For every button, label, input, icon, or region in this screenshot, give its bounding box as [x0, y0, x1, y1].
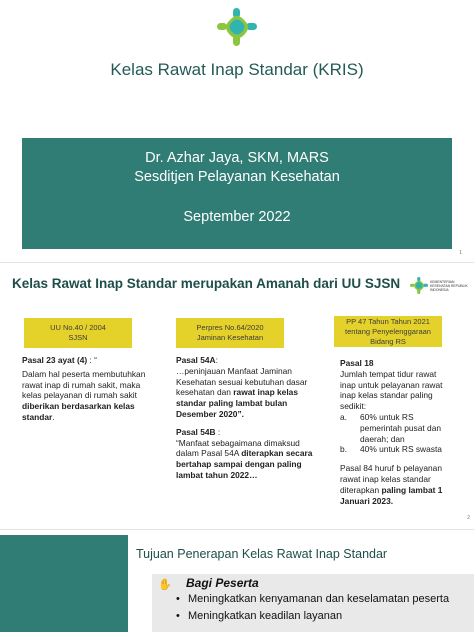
list-marker: b.	[340, 444, 347, 455]
slide-2	[0, 263, 474, 529]
law-header-pp	[334, 316, 442, 347]
slide-3	[0, 530, 474, 632]
presentation-date: September 2022	[183, 209, 291, 225]
decorative-teal-block	[0, 535, 128, 632]
list-item: • Meningkatkan keadilan layanan	[176, 610, 466, 623]
pasal-text-bold: paling lambat 1 Januari 2023.	[340, 484, 443, 506]
list-marker: a.	[340, 411, 347, 422]
pasal-text-bold: rawat inap kelas standar paling lambat bulan Desember 2020	[176, 387, 298, 419]
law-header-perpres	[176, 318, 284, 348]
law-header-uu	[24, 318, 132, 348]
slide-title: Tujuan Penerapan Kelas Rawat Inap Standar	[136, 547, 388, 561]
pasal-label: Pasal 54B	[176, 426, 216, 437]
pasal-colon: :	[215, 355, 218, 365]
presentation-title: Kelas Rawat Inap Standar (KRIS)	[110, 60, 364, 79]
law-header-line2: SJSN	[68, 333, 88, 342]
pasal-colon: :	[215, 426, 221, 437]
pasal-text: Jumlah tempat tidur rawat inap untuk pelayanan rawat inap kelas standar paling sedikit:	[340, 368, 443, 412]
law-header-line2: tentang Penyelenggaraan Bidang RS	[345, 326, 431, 346]
ministry-logo-text: KEMENTERIAN KESEHATAN REPUBLIK INDONESIA	[430, 280, 468, 292]
page-number: 2	[467, 515, 470, 521]
ministry-logo-icon	[217, 8, 257, 48]
section-title: Bagi Peserta	[186, 576, 259, 590]
presenter-box	[22, 138, 452, 249]
law-header-line2: Jaminan Kesehatan	[196, 333, 264, 342]
pasal-label: Pasal 23 ayat (4)	[22, 355, 88, 365]
presenter-name: Dr. Azhar Jaya, SKM, MARS	[145, 150, 329, 166]
law-text-uu	[22, 355, 150, 423]
law-header-line1: UU No.40 / 2004	[50, 323, 106, 332]
presenter-role: Sesditjen Pelayanan Kesehatan	[134, 169, 340, 185]
law-header-line1: PP 47 Tahun Tahun 2021	[346, 316, 430, 326]
slide-1	[0, 0, 474, 262]
pasal-text: Dalam hal peserta membutuhkan rawat inap di rumah sakit, maka kelas pelayanan di rumah sakit	[22, 368, 146, 401]
list-item: 40% untuk RS swasta	[360, 444, 442, 455]
pasal-text-bold: diterapkan secara bertahap sampai dengan paling lambat tahun 2022…	[176, 448, 313, 480]
pasal-label: Pasal 54A	[176, 355, 216, 365]
pasal-suffix: : “	[87, 355, 97, 365]
pasal-text-end: ”.	[237, 408, 244, 419]
pasal-text: “Manfaat sebagaimana dimaksud dalam Pasal 54A	[176, 437, 300, 459]
bullet-list	[176, 593, 466, 627]
pasal-text-end: .	[52, 411, 55, 422]
law-header-line1: Perpres No.64/2020	[196, 323, 264, 332]
pasal-text: Pasal 84 huruf b pelayanan rawat inap kelas standar diterapkan	[340, 463, 442, 495]
page-number: 1	[459, 250, 462, 256]
pasal-text-bold: diberikan berdasarkan kelas standar	[22, 401, 135, 422]
slide-title: Kelas Rawat Inap Standar merupakan Amanah dari UU SJSN	[12, 276, 401, 291]
law-text-perpres	[176, 355, 314, 481]
list-item: 60% untuk RS pemerintah pusat dan daerah; dan	[360, 411, 442, 444]
list-item: • Meningkatkan kenyamanan dan keselamatan peserta	[176, 593, 466, 606]
hand-icon: ✋	[158, 579, 172, 591]
pasal-label: Pasal 18	[340, 358, 374, 368]
pasal-text: …peninjauan Manfaat Jaminan Kesehatan sesuai kebutuhan dasar kesehatan dan	[176, 365, 308, 398]
ministry-logo-icon	[410, 277, 428, 295]
law-text-pp	[340, 358, 454, 506]
